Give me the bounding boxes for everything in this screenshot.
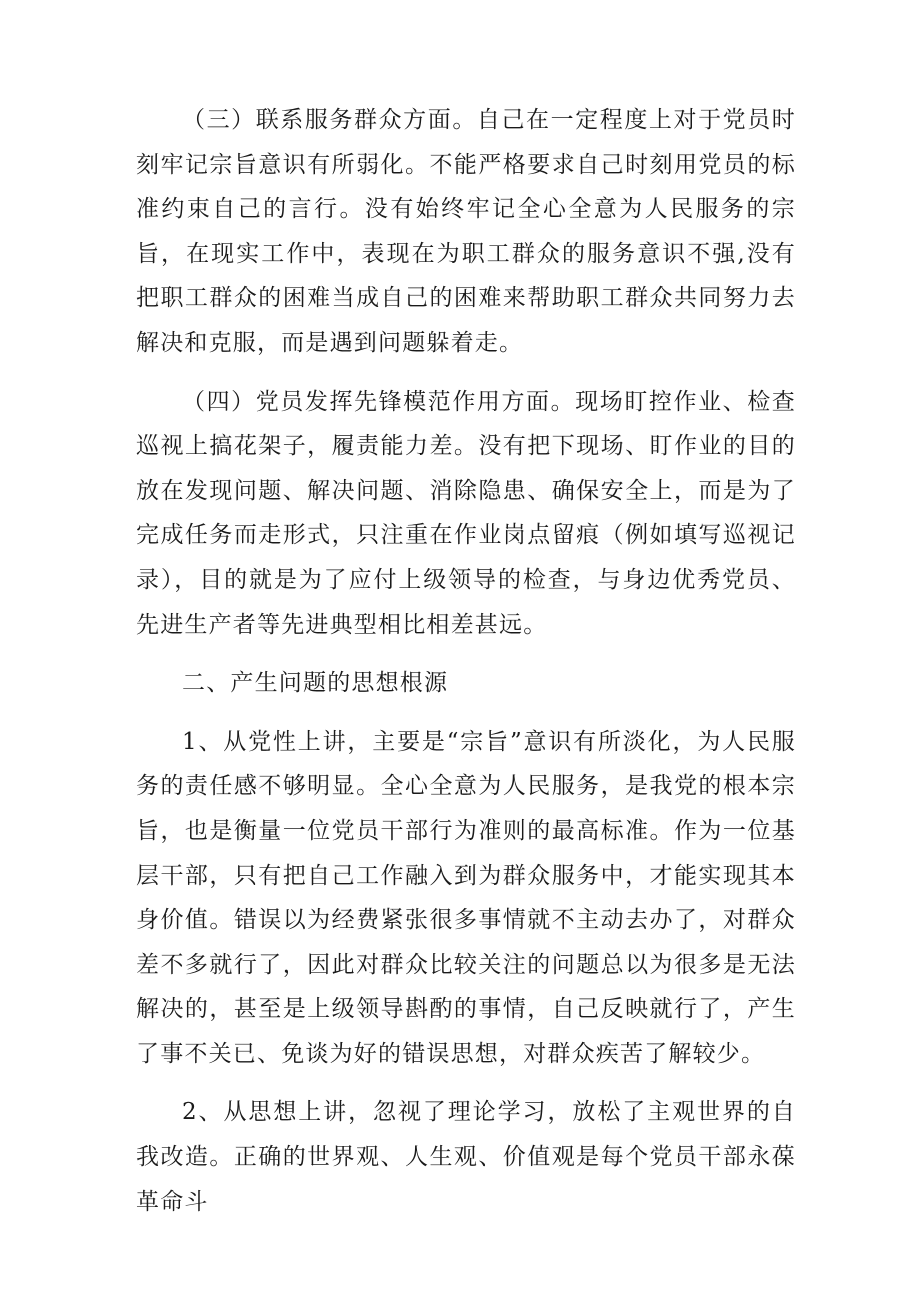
- paragraph-party-spirit: 1、从党性上讲，主要是“宗旨”意识有所淡化，为人民服务的责任感不够明显。全心全意为人民服务，是我党的根本宗旨，也是衡量一位党员干部行为准则的最高标准。作为一位基层干部，只有把自己工作融入到为群众服务中，才能实现其本身价值。错误以为经费紧张很多事情就不主动去办了，对群众差不多就行了，因此对群众比较关注的问题总以为很多是无法解决的，甚至是上级领导斟酌的事情，自己反映就行了，产生了事不关已、免谈为好的错误思想，对群众疾苦了解较少。: [136, 728, 796, 1067]
- section-heading-ideological-roots: 二、产生问题的思想根源: [182, 670, 449, 697]
- document-body: [136, 98, 796, 1224]
- paragraph-ideology: 2、从思想上讲，忽视了理论学习，放松了主观世界的自我改造。正确的世界观、人生观、价值观是每个党员干部永葆革命斗: [136, 1099, 796, 1215]
- paragraph-vanguard-role: （四）党员发挥先锋模范作用方面。现场盯控作业、检查巡视上搞花架子，履责能力差。没有把下现场、盯作业的目的放在发现问题、解决问题、消除隐患、确保安全上，而是为了完成任务而走形式，只注重在作业岗点留痕（例如填写巡视记录），目的就是为了应付上级领导的检查，与身边优秀党员、先进生产者等先进典型相比相差甚远。: [136, 388, 796, 638]
- paragraph-contact-masses: （三）联系服务群众方面。自己在一定程度上对于党员时刻牢记宗旨意识有所弱化。不能严格要求自己时刻用党员的标准约束自己的言行。没有始终牢记全心全意为人民服务的宗旨，在现实工作中，表现在为职工群众的服务意识不强,没有把职工群众的困难当成自己的困难来帮助职工群众共同努力去解决和克服，而是遇到问题躲着走。: [136, 107, 796, 356]
